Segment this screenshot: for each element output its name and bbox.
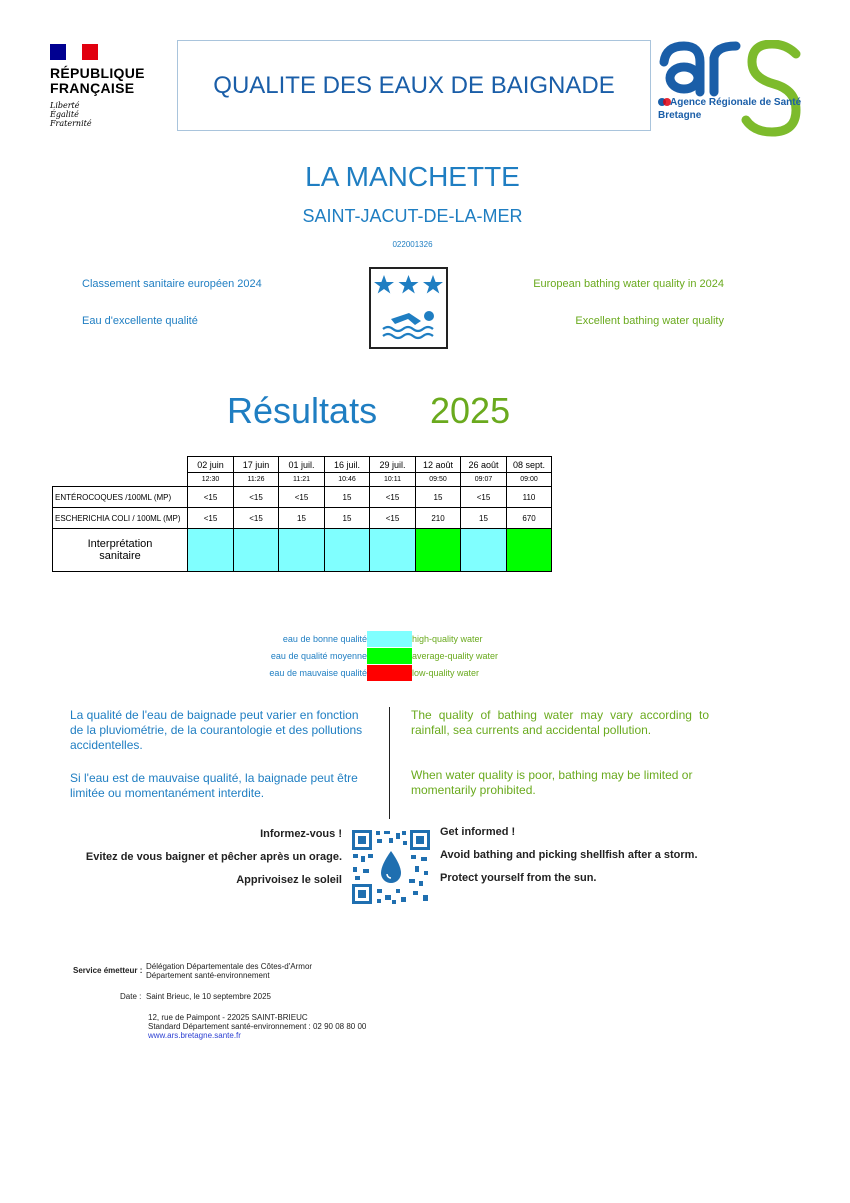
time-cell: 11:21	[279, 473, 325, 487]
info-en-paragraph-2: When water quality is poor, bathing may be limited or momentarily prohibited.	[411, 768, 693, 797]
value-cell: <15	[188, 508, 234, 529]
info-en-paragraph-1: The quality of bathing water may vary according to rainfall, sea currents and accidental pollution.	[411, 708, 709, 737]
times-row	[53, 473, 552, 487]
excellent-quality-badge	[369, 267, 448, 349]
classification-fr-title: Classement sanitaire européen 2024	[82, 278, 262, 290]
date-cell: 08 sept.	[507, 457, 552, 473]
interpretation-cell	[416, 529, 461, 572]
advice-fr-1: Informez-vous !	[260, 828, 342, 840]
advice-fr-3: Apprivoisez le soleil	[236, 874, 342, 886]
site-code: 022001326	[392, 240, 433, 249]
interpretation-label: Interprétation sanitaire	[53, 529, 188, 572]
date-cell: 29 juil.	[370, 457, 416, 473]
document-title: QUALITE DES EAUX DE BAIGNADE	[177, 40, 651, 131]
website-link[interactable]: www.ars.bretagne.sante.fr	[148, 1031, 241, 1040]
classification-en-title: European bathing water quality in 2024	[533, 278, 724, 290]
value-cell: 110	[507, 487, 552, 508]
ecoli-row	[53, 508, 552, 529]
row-label: ESCHERICHIA COLI / 100ML (MP)	[53, 508, 188, 529]
legend-item-poor: eau de mauvaise qualité low-quality water	[167, 664, 498, 681]
site-name: LA MANCHETTE	[305, 161, 520, 192]
value-cell: 670	[507, 508, 552, 529]
advice-en-1: Get informed !	[440, 826, 516, 838]
legend-swatch-average	[367, 648, 412, 664]
date-label: Date :	[120, 992, 142, 1001]
time-cell: 10:46	[325, 473, 370, 487]
advice-en-3: Protect yourself from the sun.	[440, 872, 597, 884]
service-info: Délégation Départementale des Côtes-d'Armor Département santé-environnement	[146, 962, 313, 980]
value-cell: <15	[370, 508, 416, 529]
time-cell: 10:11	[370, 473, 416, 487]
value-cell: 15	[325, 487, 370, 508]
interpretation-cell	[507, 529, 552, 572]
date-cell: 01 juil.	[279, 457, 325, 473]
three-stars-swimmer-icon	[371, 269, 446, 347]
time-cell: 11:26	[234, 473, 279, 487]
interpretation-cell	[234, 529, 279, 572]
qr-code-icon	[351, 829, 431, 905]
classification-fr-quality: Eau d'excellente qualité	[82, 315, 198, 327]
phone: Standard Département santé-environnement : 02 90 08 80 00	[148, 1022, 367, 1031]
value-cell: <15	[370, 487, 416, 508]
value-cell: 15	[325, 508, 370, 529]
interpretation-cell	[325, 529, 370, 572]
value-cell: 210	[416, 508, 461, 529]
time-cell: 09:00	[507, 473, 552, 487]
value-cell: <15	[234, 508, 279, 529]
contact-block	[148, 1013, 366, 1040]
value-cell: 15	[461, 508, 507, 529]
french-flag-icon	[50, 44, 98, 60]
interpretation-cell	[188, 529, 234, 572]
legend-item-good: eau de bonne qualité high-quality water	[167, 630, 498, 647]
row-label: ENTÉROCOQUES /100ML (MP)	[53, 487, 188, 508]
date-cell: 12 août	[416, 457, 461, 473]
enterococci-row	[53, 487, 552, 508]
interpretation-row	[53, 529, 552, 572]
date-cell: 02 juin	[188, 457, 234, 473]
republique-francaise-logo	[50, 44, 170, 128]
legend-item-average: eau de qualité moyenne average-quality water	[167, 647, 498, 664]
value-cell: 15	[279, 508, 325, 529]
commune-name: SAINT-JACUT-DE-LA-MER	[302, 206, 523, 226]
republic-motto: Liberté Égalité Fraternité	[50, 101, 92, 128]
info-fr-paragraph-1: La qualité de l'eau de baignade peut varier en fonction de la pluviométrie, de la courantologie et des pollutions accidentelles.	[70, 708, 363, 752]
time-cell: 09:07	[461, 473, 507, 487]
info-fr-paragraph-2: Si l'eau est de mauvaise qualité, la baignade peut être limitée ou momentanément interdite.	[70, 771, 358, 800]
dates-row	[53, 457, 552, 473]
classification-en-quality: Excellent bathing water quality	[575, 315, 724, 327]
divider	[389, 707, 390, 819]
value-cell: <15	[461, 487, 507, 508]
address: 12, rue de Paimpont - 22025 SAINT-BRIEUC	[148, 1013, 308, 1022]
interpretation-cell	[370, 529, 416, 572]
advice-en-2: Avoid bathing and picking shellfish after a storm.	[440, 849, 698, 861]
value-cell: <15	[279, 487, 325, 508]
value-cell: <15	[188, 487, 234, 508]
results-year: 2025	[430, 390, 511, 431]
advice-fr-2: Evitez de vous baigner et pêcher après un orage.	[85, 851, 342, 863]
interpretation-cell	[279, 529, 325, 572]
ars-label: Agence Régionale de Santé Bretagne	[658, 97, 802, 121]
date-cell: 16 juil.	[325, 457, 370, 473]
time-cell: 09:50	[416, 473, 461, 487]
date-cell: 26 août	[461, 457, 507, 473]
republic-name: RÉPUBLIQUE FRANÇAISE	[50, 65, 145, 96]
time-cell: 12:30	[188, 473, 234, 487]
results-title: Résultats	[227, 390, 378, 431]
service-label: Service émetteur :	[73, 966, 143, 975]
value-cell: 15	[416, 487, 461, 508]
legend-swatch-good	[367, 631, 412, 647]
ars-logo	[656, 40, 806, 140]
interpretation-cell	[461, 529, 507, 572]
results-table	[52, 456, 552, 572]
date-cell: 17 juin	[234, 457, 279, 473]
legend	[167, 630, 498, 681]
date-value: Saint Brieuc, le 10 septembre 2025	[146, 992, 271, 1001]
legend-swatch-poor	[367, 665, 412, 681]
value-cell: <15	[234, 487, 279, 508]
